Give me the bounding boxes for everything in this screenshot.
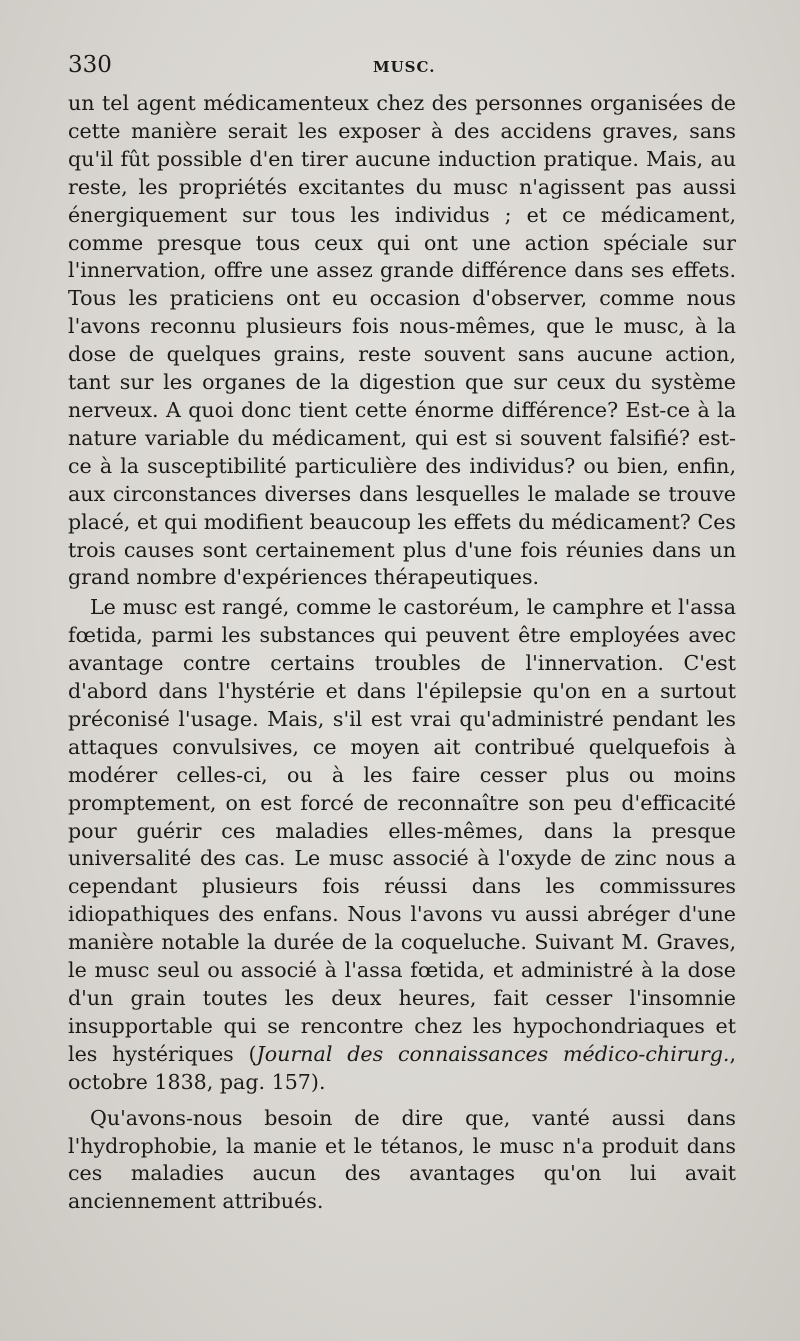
page-header	[68, 52, 736, 88]
paragraph-3: Qu'avons-nous besoin de dire que, vanté aussi dans l'hydrophobie, la manie et le tétanos, le musc n'a produit dans ces maladies aucun des avantages qu'on lui avait anciennement attribués.	[68, 1105, 736, 1214]
page-number: 330	[68, 52, 112, 78]
citation-details: , octobre 1838, pag. 157).	[68, 1041, 737, 1094]
running-head: MUSC.	[373, 58, 436, 76]
journal-citation: Journal des connaissances médico-chirurg.	[256, 1041, 730, 1066]
body-text	[68, 90, 736, 1216]
paragraph-1: un tel agent médicamenteux chez des personnes organisées de cette manière serait les exposer à des accidens graves, sans qu'il fût possible d'en tirer aucune induction pratique. Mais, au reste, les propriétés excitantes du musc n'agissent pas aussi énergiquement sur tous les individus ; et ce médicament, comme presque tous ceux qui ont une action spéciale sur l'innervation, offre une assez grande différence dans ses effets. Tous les praticiens ont eu occasion d'observer, comme nous l'avons reconnu plusieurs fois nous-mêmes, que le musc, à la dose de quelques grains, reste souvent sans aucune action, tant sur les organes de la digestion que sur ceux du système nerveux. A quoi donc tient cette énorme différence? Est-ce à la nature variable du médicament, qui est si souvent falsifié? est-ce à la susceptibilité particulière des individus? ou bien, enfin, aux circonstances diverses dans lesquelles le malade se trouve placé, et qui modifient beaucoup les effets du médicament? Ces trois causes sont certainement plus d'une fois réunies dans un grand nombre d'expériences thérapeutiques.	[68, 91, 736, 590]
paragraph-2-text: Le musc est rangé, comme le castoréum, le camphre et l'assa fœtida, parmi les substances qui peuvent être employées avec avantage contre certains troubles de l'innervation. C'est d'abord dans l'hystérie et dans l'épilepsie qu'on en a surtout préconisé l'usage. Mais, s'il est vrai qu'administré pendant les attaques convulsives, ce moyen ait contribué quelquefois à modérer celles-ci, ou à les faire cesser plus ou moins promptement, on est forcé de reconnaître son peu d'efficacité pour guérir ces maladies elles-mêmes, dans la presque universalité des cas. Le musc associé à l'oxyde de zinc nous a cependant plusieurs fois réussi dans les commissures idiopathiques des enfans. Nous l'avons vu aussi abréger d'une manière notable la durée de la coqueluche. Suivant M. Graves, le musc seul ou associé à l'assa fœtida, et administré à la dose d'un grain toutes les deux heures, fait cesser l'insomnie insupportable qui se rencontre chez les hypochondriaques et les hystériques (	[68, 595, 736, 1066]
paragraph-2	[68, 594, 736, 1096]
